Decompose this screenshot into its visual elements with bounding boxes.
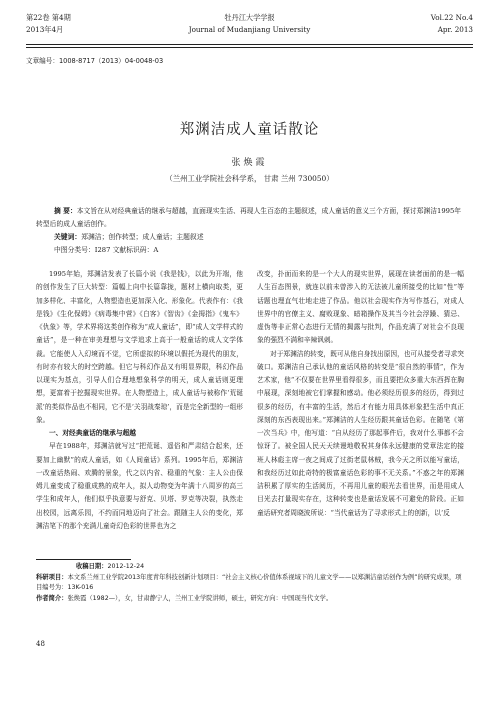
header-volume: 第22卷 第4期	[26, 13, 71, 22]
body-paragraph: 改变，扑面而来的是一个大人的现实世界，展现在读者面前的是一幅人生百态图景，就连以前未曾涉入的无法被儿童所接受的比如“性”等话题也理直气壮地走进了作品。他以社会现实作为写作基石，对成人世界中的官僚主义、腐败现象、暗箱操作及其当今社会浮躁、猜忌、虚伪等非正常心态进行无情的揭露与批判，作品充满了对社会不良现象的强烈不满和辛辣讽刺。	[257, 270, 464, 345]
keywords-line	[36, 231, 463, 244]
keywords-text: 郑渊洁；创作转型；成人童话；主题叙述	[81, 233, 204, 241]
footnote-author	[36, 594, 463, 605]
author-affiliation: （兰州工业学院社会科学系， 甘肃 兰州 730050）	[165, 174, 334, 183]
header-rule-thin	[26, 47, 473, 48]
fund-text: 本文系兰州工业学院2013年度青年科技创新计划项目：“社会主义核心价值体系视域下的儿童文学——以郑渊洁童话创作为例”的研究成果，项目编号为：13K-016	[36, 573, 462, 591]
header-vol-en: Vol.22 No.4	[430, 13, 473, 22]
footnote-block	[36, 562, 463, 604]
footnote-rule	[36, 559, 131, 560]
received-date: 2012-12-24	[107, 563, 145, 570]
running-header	[26, 12, 473, 44]
abstract-paragraph	[36, 205, 463, 231]
body-column-left	[36, 268, 243, 533]
header-journal-cn: 牡丹江大学学报	[224, 13, 275, 22]
abstract-label: 摘 要：	[54, 207, 77, 215]
author-info-text: 张焕霞（1982—），女，甘肃静宁人，兰州工业学院讲师，硕士，研究方向：中国现当代文学。	[67, 594, 333, 602]
body-column-right	[257, 268, 464, 520]
header-date: 2013年4月	[26, 25, 64, 34]
header-rule	[26, 44, 473, 45]
section-heading: 一、对经典童话的继承与超越	[49, 429, 136, 437]
footnote-received	[36, 562, 463, 573]
abstract-text: 本文旨在从对经典童话的继承与超越，直面现实生活、再现人生百态的主题叙述，成人童话的意义三个方面，探讨郑渊洁1995年转型后的成人童话创作。	[36, 207, 462, 228]
keywords-label: 关键词：	[54, 233, 82, 241]
article-number: 文章编号：1008-8717（2013）04-0048-03	[26, 57, 164, 65]
header-date-en: Apr. 2013	[437, 25, 473, 34]
header-journal-en: Journal of Mudanjiang University	[188, 25, 311, 34]
fund-label: 科研项目：	[36, 573, 68, 581]
footnote-fund	[36, 573, 463, 594]
page-number: 48	[36, 640, 45, 648]
body-paragraph: 1995年始，郑渊洁发表了长篇小说《我是钱》，以此为开端，他的创作发生了巨大转型：篇幅上向中长篇靠拢，题材上横向取类，更加多样化、丰富化，人物塑造也更加深入化、形象化。代表作有：《我是钱》《生化保姆》《病毒集中营》《白客》《智齿》《金拇指》《鬼车》《仇象》等，学术界将这类创作称为“成人童话”，即“成人文学样式的童话”，是一种在审美理想与文学追求上高于一般童话的成人文学体裁。它能使人入幻境而不觉，它所虚拟的环境以假托为现代的朋友，有时亦有较大的时空跨越。但它与科幻作品又有明显界限，科幻作品以现实为基点，引导人们合理地想象科学的明天，成人童话则更理想，更富着于挖掘现实世界。在人物塑造上，成人童话与被称作‘荒诞派’的类似作品也不相同，它不是‘关羽战秦琼’，而是完全新型的一组形象。	[36, 270, 243, 424]
article-title: 郑渊洁成人童话散论	[179, 122, 320, 138]
body-paragraph: 对于郑渊洁的转变，既可从他自身找出原因，也可从接受者寻求突破口。郑渊洁自己承认他的童话风格的转变是“很自然的事情”，作为艺术家，他“不仅要在世界里看得很多，而且要把众多重大东西挥在胸中展现，深刻地被它们掌握和感动。他必须经历很多的经历，得到过很多的经历，有丰富的生活，然后才有能力用具体形象把生活中真正深刻的东西表现出来。”郑渊洁的人生经历跟其童话色彩。在随笔《第一次当兵》中，他写道：“自从经历了那起事件后，我对什么事都不会惊讶了。被全国人民天天续谩地敬祝其身体永远健康的党章法定的接班人林彪主席一夜之间成了过街老鼠林贼，我今天之所以能写童话，和我经历过如此奇特的极富童话色彩的事不无关系。”不惑之年的郑渊洁积累了厚实的生活阅历，不再用儿童的眼光去看世界，而是用成人目光去打量现实存在，这种转变也是童话发展不可避免的阶段。正如童话研究者周晓波所说：“当代童话为了寻求形式上的创新，以‘反	[257, 349, 464, 517]
body-paragraph: 早在1988年，郑渊洁就写过“把荒诞、遥俗和严肃结合起来，还要加上幽默”的成人童话，如《人间童话》系列。1995年后，郑渊洁一改童话热闹、欢腾的景象，代之以内省、稳重的气象：主人公由保姆儿童变成了稳重成熟的成年人，拟人动物变为年满十八周岁的高三学生和成年人，他们似乎执意要与舒克、贝塔、罗克等决裂，执然走出校园，远离乐园，不约而同地迈向了社会。跟随主人公的变化，郑渊洁笔下的那个充满儿童奇幻色彩的世界也为之	[36, 442, 243, 530]
abstract-block	[36, 205, 463, 257]
author-info-label: 作者简介：	[36, 594, 68, 602]
received-label: 收稿日期：	[76, 563, 108, 570]
article-author: 张焕霞	[231, 158, 268, 168]
classification-line: 中图分类号：I287 文献标识码：A	[54, 246, 159, 254]
